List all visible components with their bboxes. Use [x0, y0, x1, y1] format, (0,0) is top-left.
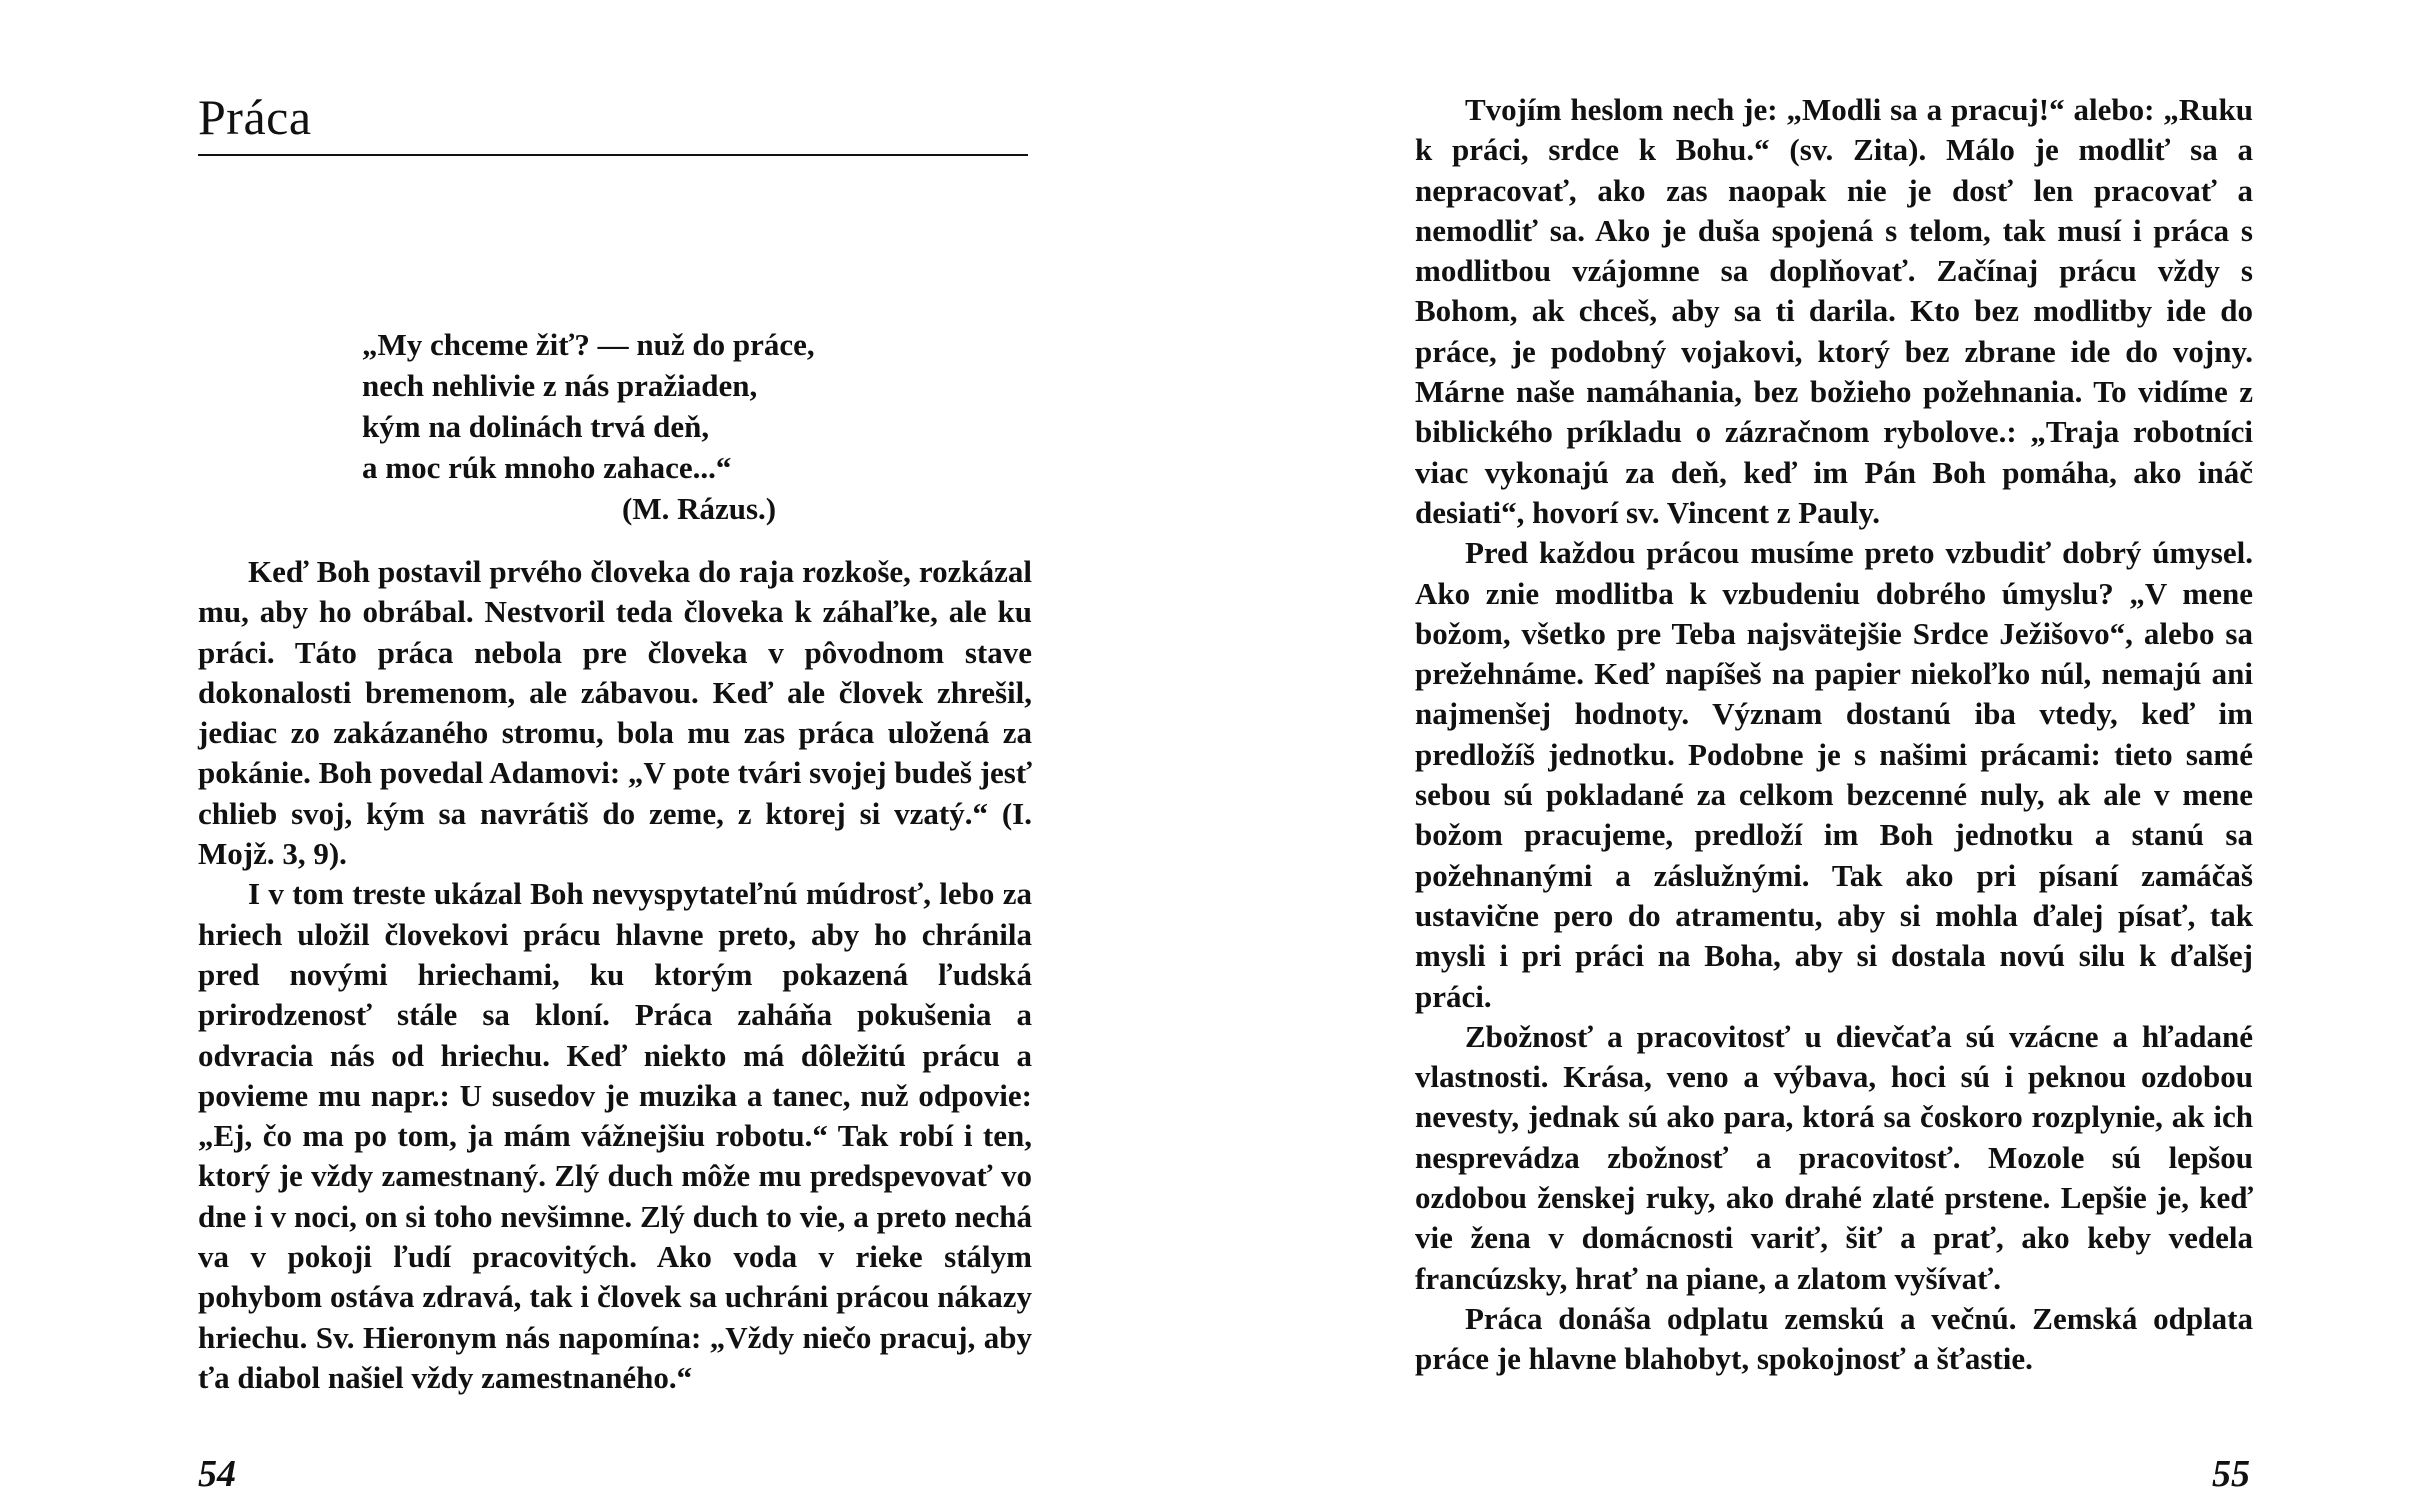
right-body-text — [1415, 90, 2253, 1380]
left-body-text — [198, 552, 1032, 1398]
poem-line: kým na dolinách trvá deň, — [362, 409, 710, 444]
page-number-right: 55 — [2212, 1453, 2250, 1495]
right-page — [1210, 0, 2420, 1500]
poem-line: a moc rúk mnoho zahace...“ — [362, 450, 732, 485]
poem-line: „My chceme žiť? — nuž do práce, — [362, 327, 815, 362]
chapter-title: Práca — [198, 89, 312, 145]
paragraph: Práca donáša odplatu zemskú a večnú. Zemská odplata práce je hlavne blahobyt, spokojnosť a šťastie. — [1415, 1300, 2253, 1377]
poem-line: nech nehlivie z nás pražiaden, — [362, 368, 758, 403]
paragraph: Zbožnosť a pracovitosť u dievčaťa sú vzácne a hľadané vlastnosti. Krása, veno a výbava, hoci sú i peknou ozdobou nevesty, jednak sú ako para, ktorá sa čoskoro rozplynie, ak ich nesprevádza zbožnosť a pracovitosť. Mozole sú lepšou ozdobou ženskej ruky, ako drahé zlaté prstene. Lepšie je, keď vie žena v domácnosti variť, šiť a prať, ako keby vedela francúzsky, hrať na piane, a zlatom vyšívať. — [1415, 1018, 2253, 1296]
title-rule — [198, 154, 1028, 156]
epigraph-poem — [362, 324, 815, 529]
paragraph: Keď Boh postavil prvého človeka do raja rozkoše, rozkázal mu, aby ho obrábal. Nestvoril teda človeka k záhaľke, ale ku práci. Táto práca nebola pre človeka v pôvodnom stave dokonalosti bremenom, ale zábavou. Keď ale človek zhrešil, jediac zo zakázaného stromu, bola mu zas práca uložená za pokánie. Boh povedal Adamovi: „V pote tvári svojej budeš jesť chlieb svoj, kým sa navrátiš do zeme, z ktorej si vzatý.“ (I. Mojž. 3, 9). — [198, 554, 1032, 872]
poem-source: (M. Rázus.) — [622, 491, 777, 526]
page-number-left: 54 — [198, 1453, 236, 1495]
paragraph: Pred každou prácou musíme preto vzbudiť dobrý úmysel. Ako znie modlitba k vzbudeniu dobrého úmyslu? „V mene božom, všetko pre Teba najsvätejšie Srdce Ježišovo“, alebo sa prežehnáme. Keď napíšeš na papier niekoľko núl, nemajú ani najmenšej hodnoty. Význam dostanú iba vtedy, keď im predložíš jednotku. Podobne je s našimi prácami: tieto samé sebou sú pokladané za celkom bezcenné nuly, ak ale v mene božom pracujeme, predloží im Boh jednotku a stanú sa požehnanými a záslužnými. Tak ako pri písaní zamáčaš ustavične pero do atramentu, aby si mohla ďalej písať, tak mysli i pri práci na Boha, aby si dostala novú silu k ďalšej práci. — [1415, 535, 2253, 1014]
paragraph: I v tom treste ukázal Boh nevyspytateľnú múdrosť, lebo za hriech uložil človekovi prácu hlavne preto, aby ho chránila pred novými hriechami, ku ktorým pokazená ľudská prirodzenosť stále sa kloní. Práca zaháňa pokušenia a odvracia nás od hriechu. Keď niekto má dôležitú prácu a povieme mu napr.: U susedov je muzika a tanec, nuž odpovie: „Ej, čo ma po tom, ja mám vážnejšiu robotu.“ Tak robí i ten, ktorý je vždy zamestnaný. Zlý duch môže mu predspevovať vo dne i v noci, on si toho nevšimne. Zlý duch to vie, a preto nechá va v pokoji ľudí pracovitých. Ako voda v rieke stálym pohybom ostáva zdravá, tak i človek sa uchráni prácou nákazy hriechu. Sv. Hieronym nás napomína: „Vždy niečo pracuj, aby ťa diabol našiel vždy zamestnaného.“ — [198, 876, 1032, 1395]
paragraph: Tvojím heslom nech je: „Modli sa a pracuj!“ alebo: „Ruku k práci, srdce k Bohu.“ (sv. Zita). Málo je modliť sa a nepracovať, ako zas naopak nie je dosť len pracovať a nemodliť sa. Ako je duša spojená s telom, tak musí i práca s modlitbou vzájomne sa doplňovať. Začínaj prácu vždy s Bohom, ak chceš, aby sa ti darila. Kto bez modlitby ide do práce, je podobný vojakovi, ktorý bez zbrane ide do vojny. Márne naše namáhania, bez božieho požehnania. To vidíme z biblického príkladu o zázračnom rybolove.: „Traja robotníci viac vykonajú za deň, keď im Pán Boh pomáha, ako ináč desiati“, hovorí sv. Vincent z Pauly. — [1415, 92, 2253, 530]
